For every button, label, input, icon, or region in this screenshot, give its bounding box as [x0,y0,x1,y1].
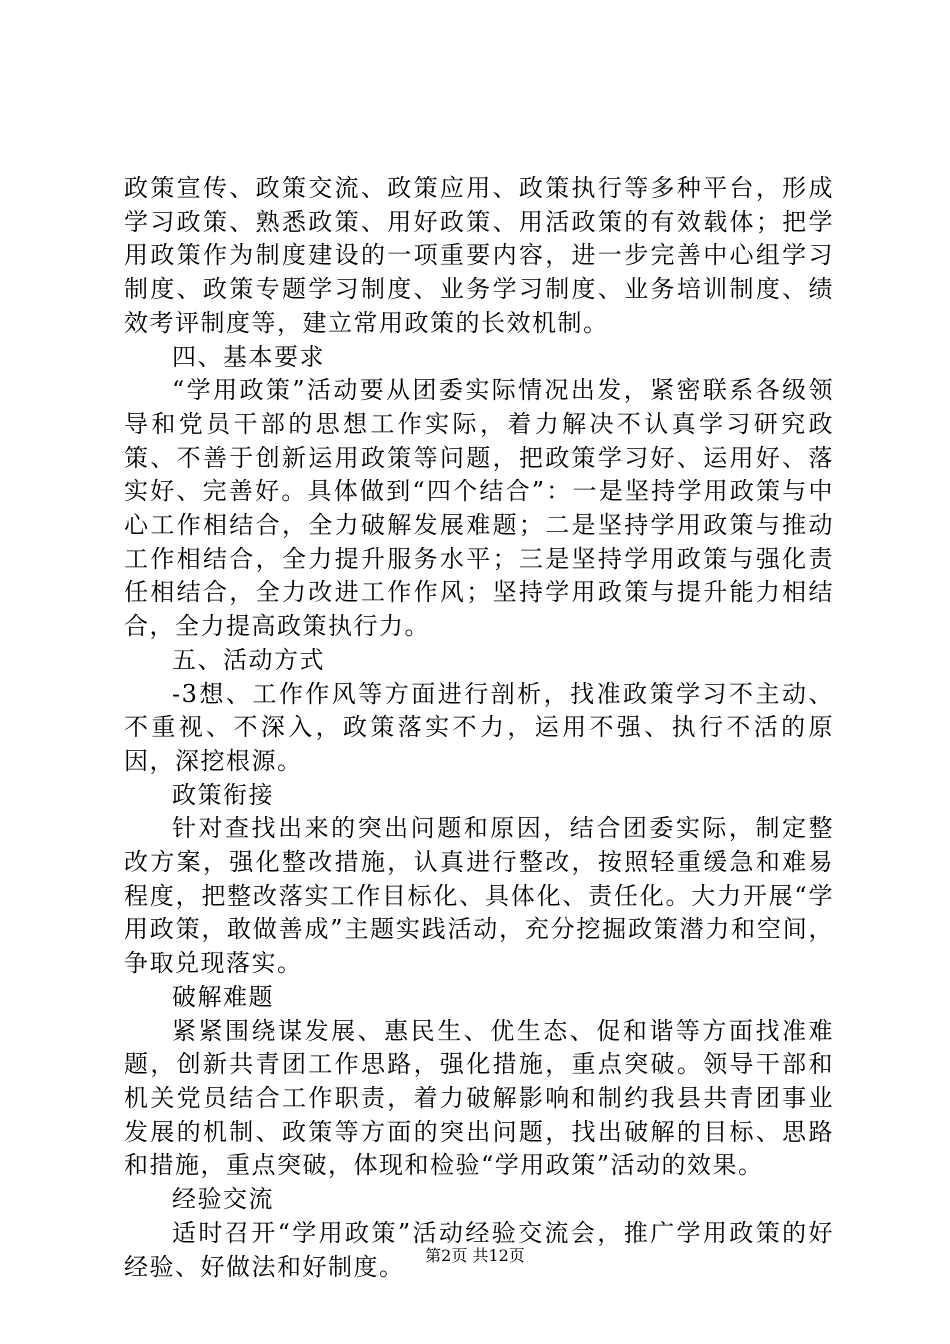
paragraph-1: 政策宣传、政策交流、政策应用、政策执行等多种平台，形成学习政策、熟悉政策、用好政策、用活政策的有效载体；把学用政策作为制度建设的一项重要内容，进一步完善中心组学习制度、政策专题学习制度、业务学习制度、业务培训制度、绩效考评制度等，建立常用政策的长效机制。 [124,174,834,337]
paragraph-5: 紧紧围绕谋发展、惠民生、优生态、促和谐等方面找准难题，创新共青团工作思路，强化措施，重点突破。领导干部和机关党员结合工作职责，着力破解影响和制约我县共青团事业发展的机制、政策等方面的突出问题，找出破解的目标、思路和措施，重点突破，体现和检验“学用政策”活动的效果。 [124,1016,834,1180]
paragraph-2: “学用政策”活动要从团委实际情况出发，紧密联系各级领导和党员干部的思想工作实际，着力解决不认真学习研究政策、不善于创新运用政策等问题，把政策学习好、运用好、落实好、完善好。具体做到“四个结合”：一是坚持学用政策与中心工作相结合，全力破解发展难题；二是坚持学用政策与推动工作相结合，全力提升服务水平；三是坚持学用政策与强化责任相结合，全力改进工作作风；坚持学用政策与提升能力相结合，全力提高政策执行力。 [124,376,834,641]
paragraph-3: -3想、工作作风等方面进行剖析，找准政策学习不主动、不重视、不深入，政策落实不力，运用不强、执行不活的原因，深挖根源。 [124,679,834,775]
subheading-solve-problems: 破解难题 [172,982,274,1011]
paragraph-6: 适时召开“学用政策”活动经验交流会，推广学用政策的好经验、好做法和好制度。 [124,1218,834,1281]
paragraph-4: 针对查找出来的突出问题和原因，结合团委实际，制定整改方案，强化整改措施，认真进行整改，按照轻重缓急和难易程度，把整改落实工作目标化、具体化、责任化。大力开展“学用政策，敢做善成”主题实践活动，充分挖掘政策潜力和空间，争取兑现落实。 [124,814,834,978]
subheading-policy-linkage: 政策衔接 [172,780,274,809]
page-number-footer: 第2页 共12页 [425,1246,525,1265]
section-heading-basic-requirements: 四、基本要求 [172,342,325,371]
subheading-experience-exchange: 经验交流 [172,1185,274,1214]
document-body [124,172,834,1284]
section-heading-activity-methods: 五、活动方式 [172,645,325,674]
